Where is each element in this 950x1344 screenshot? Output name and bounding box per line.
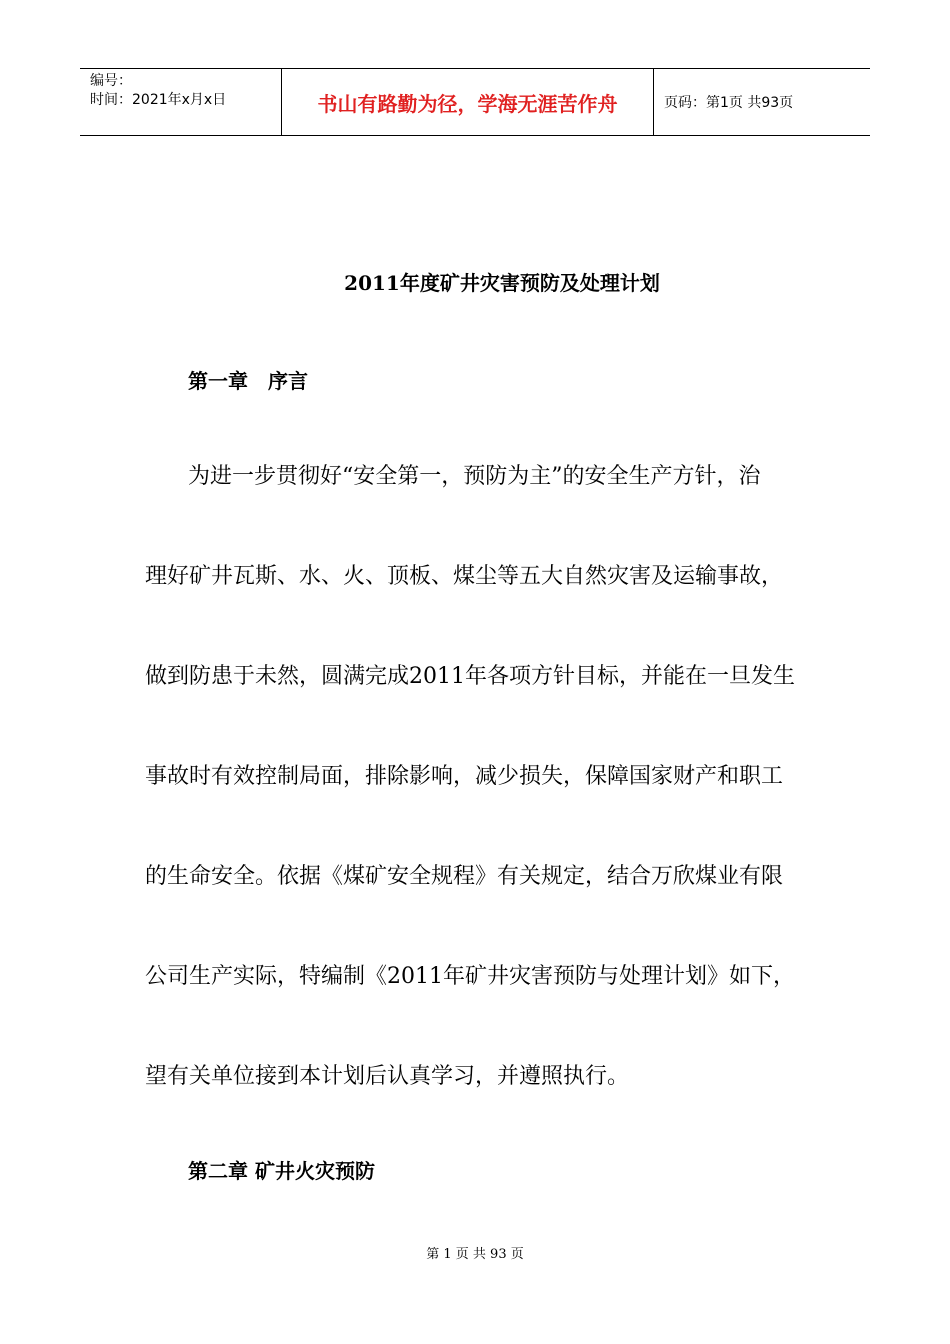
paragraph-line: 事故时有效控制局面，排除影响，减少损失，保障国家财产和职工 [145,764,784,789]
header-meta [80,69,282,135]
paragraph-line: 做到防患于未然，圆满完成2011年各项方针目标，并能在一旦发生 [145,664,795,689]
header-motto: 书山有路勤为径，学海无涯苦作舟 [282,69,654,135]
paragraph-line: 理好矿井瓦斯、水、火、顶板、煤尘等五大自然灾害及运输事故， [145,564,784,589]
page-footer: 第 1 页 共 93 页 [426,1247,524,1262]
paragraph-line: 的生命安全。依据《煤矿安全规程》有关规定，结合万欣煤业有限 [145,864,784,889]
header-page-info: 页码：第1页 共93页 [664,95,794,111]
page-header [80,68,870,136]
chapter-1-heading: 第一章 序言 [188,369,308,393]
paragraph-line: 公司生产实际，特编制《2011年矿井灾害预防与处理计划》如下， [145,964,795,989]
document-title: 2011年度矿井灾害预防及处理计划 [344,271,660,295]
chapter-2-heading: 第二章 矿井火灾预防 [188,1159,375,1183]
paragraph-line: 望有关单位接到本计划后认真学习，并遵照执行。 [145,1064,630,1089]
time-label: 时间：2021年x月x日 [90,92,227,108]
number-label: 编号： [90,73,132,89]
paragraph-line: 为进一步贯彻好“安全第一，预防为主”的安全生产方针，治 [188,464,761,489]
